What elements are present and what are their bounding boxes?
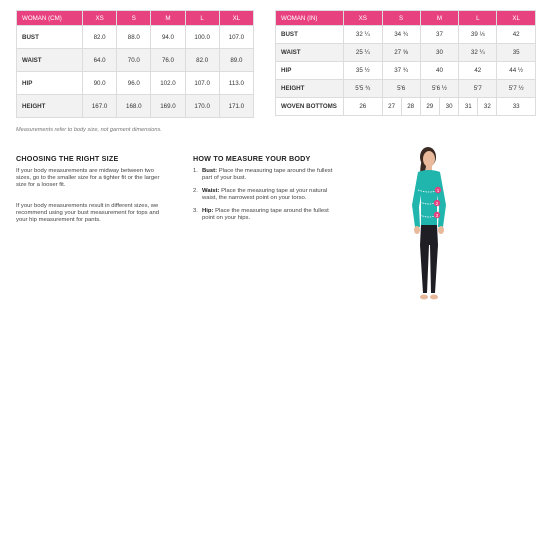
size-header: XL: [219, 11, 253, 26]
face-shape: [423, 151, 435, 167]
left-hand: [414, 226, 420, 234]
row-label: HIP: [276, 62, 344, 80]
top-garment: [412, 170, 446, 227]
table-cell: 25 ¼: [344, 44, 383, 62]
table-cell: 94.0: [151, 26, 185, 49]
table-cell: 5'6 ½: [420, 80, 459, 98]
table-row: [17, 72, 254, 95]
size-table-cm: [16, 10, 254, 118]
table-cell: 107.0: [219, 26, 253, 49]
table-corner-label: WOMAN (CM): [17, 11, 83, 26]
table-cell: 44 ½: [497, 62, 536, 80]
step-text: [202, 188, 338, 202]
table-cell: 42: [497, 26, 536, 44]
step-description: Place the measuring tape around the fullest part of your bust.: [202, 168, 333, 181]
table-cell: 82.0: [83, 26, 117, 49]
table-cell: 30: [420, 44, 459, 62]
step-number: 2.: [193, 188, 198, 194]
table-cell: 88.0: [117, 26, 151, 49]
left-foot: [420, 295, 428, 300]
table-cell: 170.0: [185, 95, 219, 118]
size-table-in: [275, 10, 536, 116]
table-row: [17, 95, 254, 118]
table-cell: 34 ¾: [382, 26, 420, 44]
row-label: HEIGHT: [17, 95, 83, 118]
right-hand: [438, 226, 444, 234]
table-row: [17, 26, 254, 49]
model-figure: [396, 145, 466, 310]
table-cell: 167.0: [83, 95, 117, 118]
table-row: [276, 44, 536, 62]
choosing-paragraph-1: If your body measurements are midway between two sizes, go to the smaller size for a tighter fit or the larger size for a looser fit.: [16, 168, 160, 188]
table-corner-label: WOMAN (IN): [276, 11, 344, 26]
size-header: L: [459, 11, 497, 26]
table-cell: 96.0: [117, 72, 151, 95]
step-label: Hip:: [202, 208, 214, 214]
marker-bust-label: 1: [436, 188, 440, 193]
table-cell: 32: [478, 98, 497, 116]
step-text: [202, 168, 338, 182]
table-row: [276, 80, 536, 98]
table-cell: 37 ¾: [382, 62, 420, 80]
marker-waist-label: 2: [435, 201, 439, 206]
table-cell: 29: [420, 98, 439, 116]
table-cell: 82.0: [185, 49, 219, 72]
table-row: [17, 49, 254, 72]
table-cell: 37: [420, 26, 459, 44]
step-description: Place the measuring tape around the fullest point on your hips.: [202, 208, 329, 221]
table-cell: 5'5 ¾: [344, 80, 383, 98]
table-row: [276, 98, 536, 116]
table-cell: 113.0: [219, 72, 253, 95]
table-cell: 90.0: [83, 72, 117, 95]
table-header-row: [276, 11, 536, 26]
right-foot: [430, 295, 438, 300]
row-label: BUST: [17, 26, 83, 49]
table-cell: 168.0: [117, 95, 151, 118]
table-cell: 27: [382, 98, 401, 116]
step-number: 1.: [193, 168, 198, 174]
table-cell: 70.0: [117, 49, 151, 72]
table-row: [276, 62, 536, 80]
table-cell: 33: [497, 98, 536, 116]
measure-step: [193, 208, 338, 222]
table-cell: 28: [401, 98, 420, 116]
table-cell: 39 ⅓: [459, 26, 497, 44]
row-label: WAIST: [276, 44, 344, 62]
step-number: 3.: [193, 208, 198, 214]
table-cell: 26: [344, 98, 383, 116]
table-header-row: [17, 11, 254, 26]
table-cell: 107.0: [185, 72, 219, 95]
table-cell: 5'7: [459, 80, 497, 98]
row-label: HEIGHT: [276, 80, 344, 98]
table-cell: 102.0: [151, 72, 185, 95]
table-cell: 42: [459, 62, 497, 80]
size-header: XL: [497, 11, 536, 26]
table-cell: 100.0: [185, 26, 219, 49]
table-cell: 171.0: [219, 95, 253, 118]
row-label: HIP: [17, 72, 83, 95]
size-header: M: [420, 11, 459, 26]
size-header: M: [151, 11, 185, 26]
howto-title: HOW TO MEASURE YOUR BODY: [193, 154, 311, 163]
table-cell: 27 ⅝: [382, 44, 420, 62]
table-cell: 5'6: [382, 80, 420, 98]
leggings-garment: [420, 225, 438, 293]
row-label: BUST: [276, 26, 344, 44]
choosing-title: CHOOSING THE RIGHT SIZE: [16, 154, 119, 163]
table-cell: 35 ½: [344, 62, 383, 80]
measure-steps-list: [193, 168, 338, 228]
size-header: XS: [83, 11, 117, 26]
table-row: [276, 26, 536, 44]
measure-step: [193, 168, 338, 182]
step-label: Bust:: [202, 168, 218, 174]
size-header: S: [382, 11, 420, 26]
size-header: L: [185, 11, 219, 26]
measure-step: [193, 188, 338, 202]
marker-hip-label: 3: [435, 213, 439, 218]
step-description: Place the measuring tape at your natural waist, the narrowest point on your torso.: [202, 188, 328, 201]
table-cell: 5'7 ½: [497, 80, 536, 98]
size-header: XS: [344, 11, 383, 26]
table-cell: 169.0: [151, 95, 185, 118]
size-header: S: [117, 11, 151, 26]
step-text: [202, 208, 338, 222]
table-cell: 30: [439, 98, 458, 116]
table-cell: 32 ¼: [459, 44, 497, 62]
table-cell: 31: [459, 98, 478, 116]
choosing-paragraph-2: If your body measurements result in different sizes, we recommend using your bust measurement for tops and your hip measurement for pants.: [16, 203, 160, 223]
row-label: WOVEN BOTTOMS: [276, 98, 344, 116]
table-cell: 32 ¼: [344, 26, 383, 44]
table-cell: 35: [497, 44, 536, 62]
table-cell: 40: [420, 62, 459, 80]
step-label: Waist:: [202, 188, 220, 194]
table-cell: 89.0: [219, 49, 253, 72]
table-cell: 76.0: [151, 49, 185, 72]
measurement-note: Measurements refer to body size, not garment dimensions.: [16, 127, 162, 133]
table-cell: 64.0: [83, 49, 117, 72]
row-label: WAIST: [17, 49, 83, 72]
